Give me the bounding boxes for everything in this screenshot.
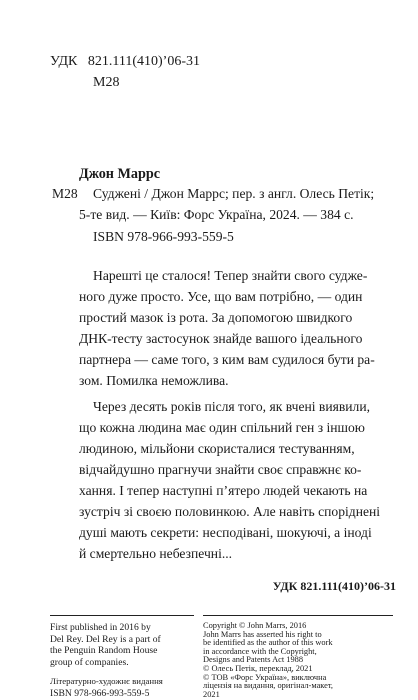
isbn-bottom: ISBN 978-966-993-559-5 [50,688,150,699]
imprint-left-line: First published in 2016 by [50,622,151,633]
annotation-line: зом. Помилка неможлива. [79,373,229,388]
annotation-line: душі мають секрети: несподівані, шокуючі, а іноді [79,525,372,540]
imprint-right-line: Designs and Patents Act 1988 [203,655,304,665]
annotation-line: відчайдушно прагнучи знайти своє справжнє ко- [79,462,362,477]
catalog-record-line-1: Суджені / Джон Маррс; пер. з англ. Олесь Петік; [93,186,375,201]
author-heading: Джон Маррс [79,166,161,182]
divider-rule-left [50,615,194,616]
annotation-line: Нарешті це сталося! Тепер знайти свого судже- [93,268,368,283]
genre-label: Літературно-художнє видання [50,676,163,687]
imprint-right-line: Copyright © John Marrs, 2016 [203,621,307,630]
udk-top [50,53,200,71]
udk-value: 821.111(410)’06-31 [87,54,200,69]
imprint-right-line: ліцензія на видання, оригінал-макет, [203,681,333,691]
imprint-right-line: in accordance with the Copyright, [203,646,317,656]
annotation-line: ного дуже просто. Усе, що вам потрібно, — один [79,289,363,304]
annotation-line: Через десять років після того, як вчені виявили, [93,399,371,414]
imprint-right-line: 2021 [203,689,220,699]
divider-rule-right [203,615,393,616]
catalog-record-line-2: 5-те вид. — Київ: Форс Україна, 2024. — 384 с. [79,207,354,222]
imprint-left-line: the Penguin Random House [50,645,158,657]
annotation-line: партнера — саме того, з ким вам судилося бути ра- [79,352,375,367]
annotation-line: простий мазок із рота. За допомогою швидкого [79,310,353,325]
annotation-line: що кожна людина має один спільний ген з іншою [79,420,365,435]
imprint-right-line: © Олесь Петік, переклад, 2021 [203,664,313,673]
catalog-isbn: ISBN 978-966-993-559-5 [93,229,234,244]
author-mark-top: М28 [93,75,120,90]
imprint-left-line: Del Rey. Del Rey is a part of [50,633,161,645]
imprint-right-line: be identified as the author of this work [203,638,333,648]
udk-footer: УДК 821.111(410)’06-31 [272,579,396,593]
udk-label: УДК [50,54,78,69]
annotation-line: людиною, мільйони скористалися тестуванням, [79,441,355,456]
annotation-line: й смертельно небезпечні... [79,546,233,561]
annotation-line: хання. І тепер наступні п’ятеро людей чекають на [79,483,368,498]
annotation-line: зустріч зі своєю половинкою. Але навіть споріднені [79,504,381,519]
annotation-line: ДНК-тесту застосунок знайде вашого ідеального [79,331,363,346]
imprint-left-line: group of companies. [50,656,129,668]
imprint-right-line: © ТОВ «Форс Україна», виключна [203,672,327,682]
imprint-right-line: John Marrs has asserted his right to [203,629,322,639]
catalog-mark: М28 [52,186,78,201]
